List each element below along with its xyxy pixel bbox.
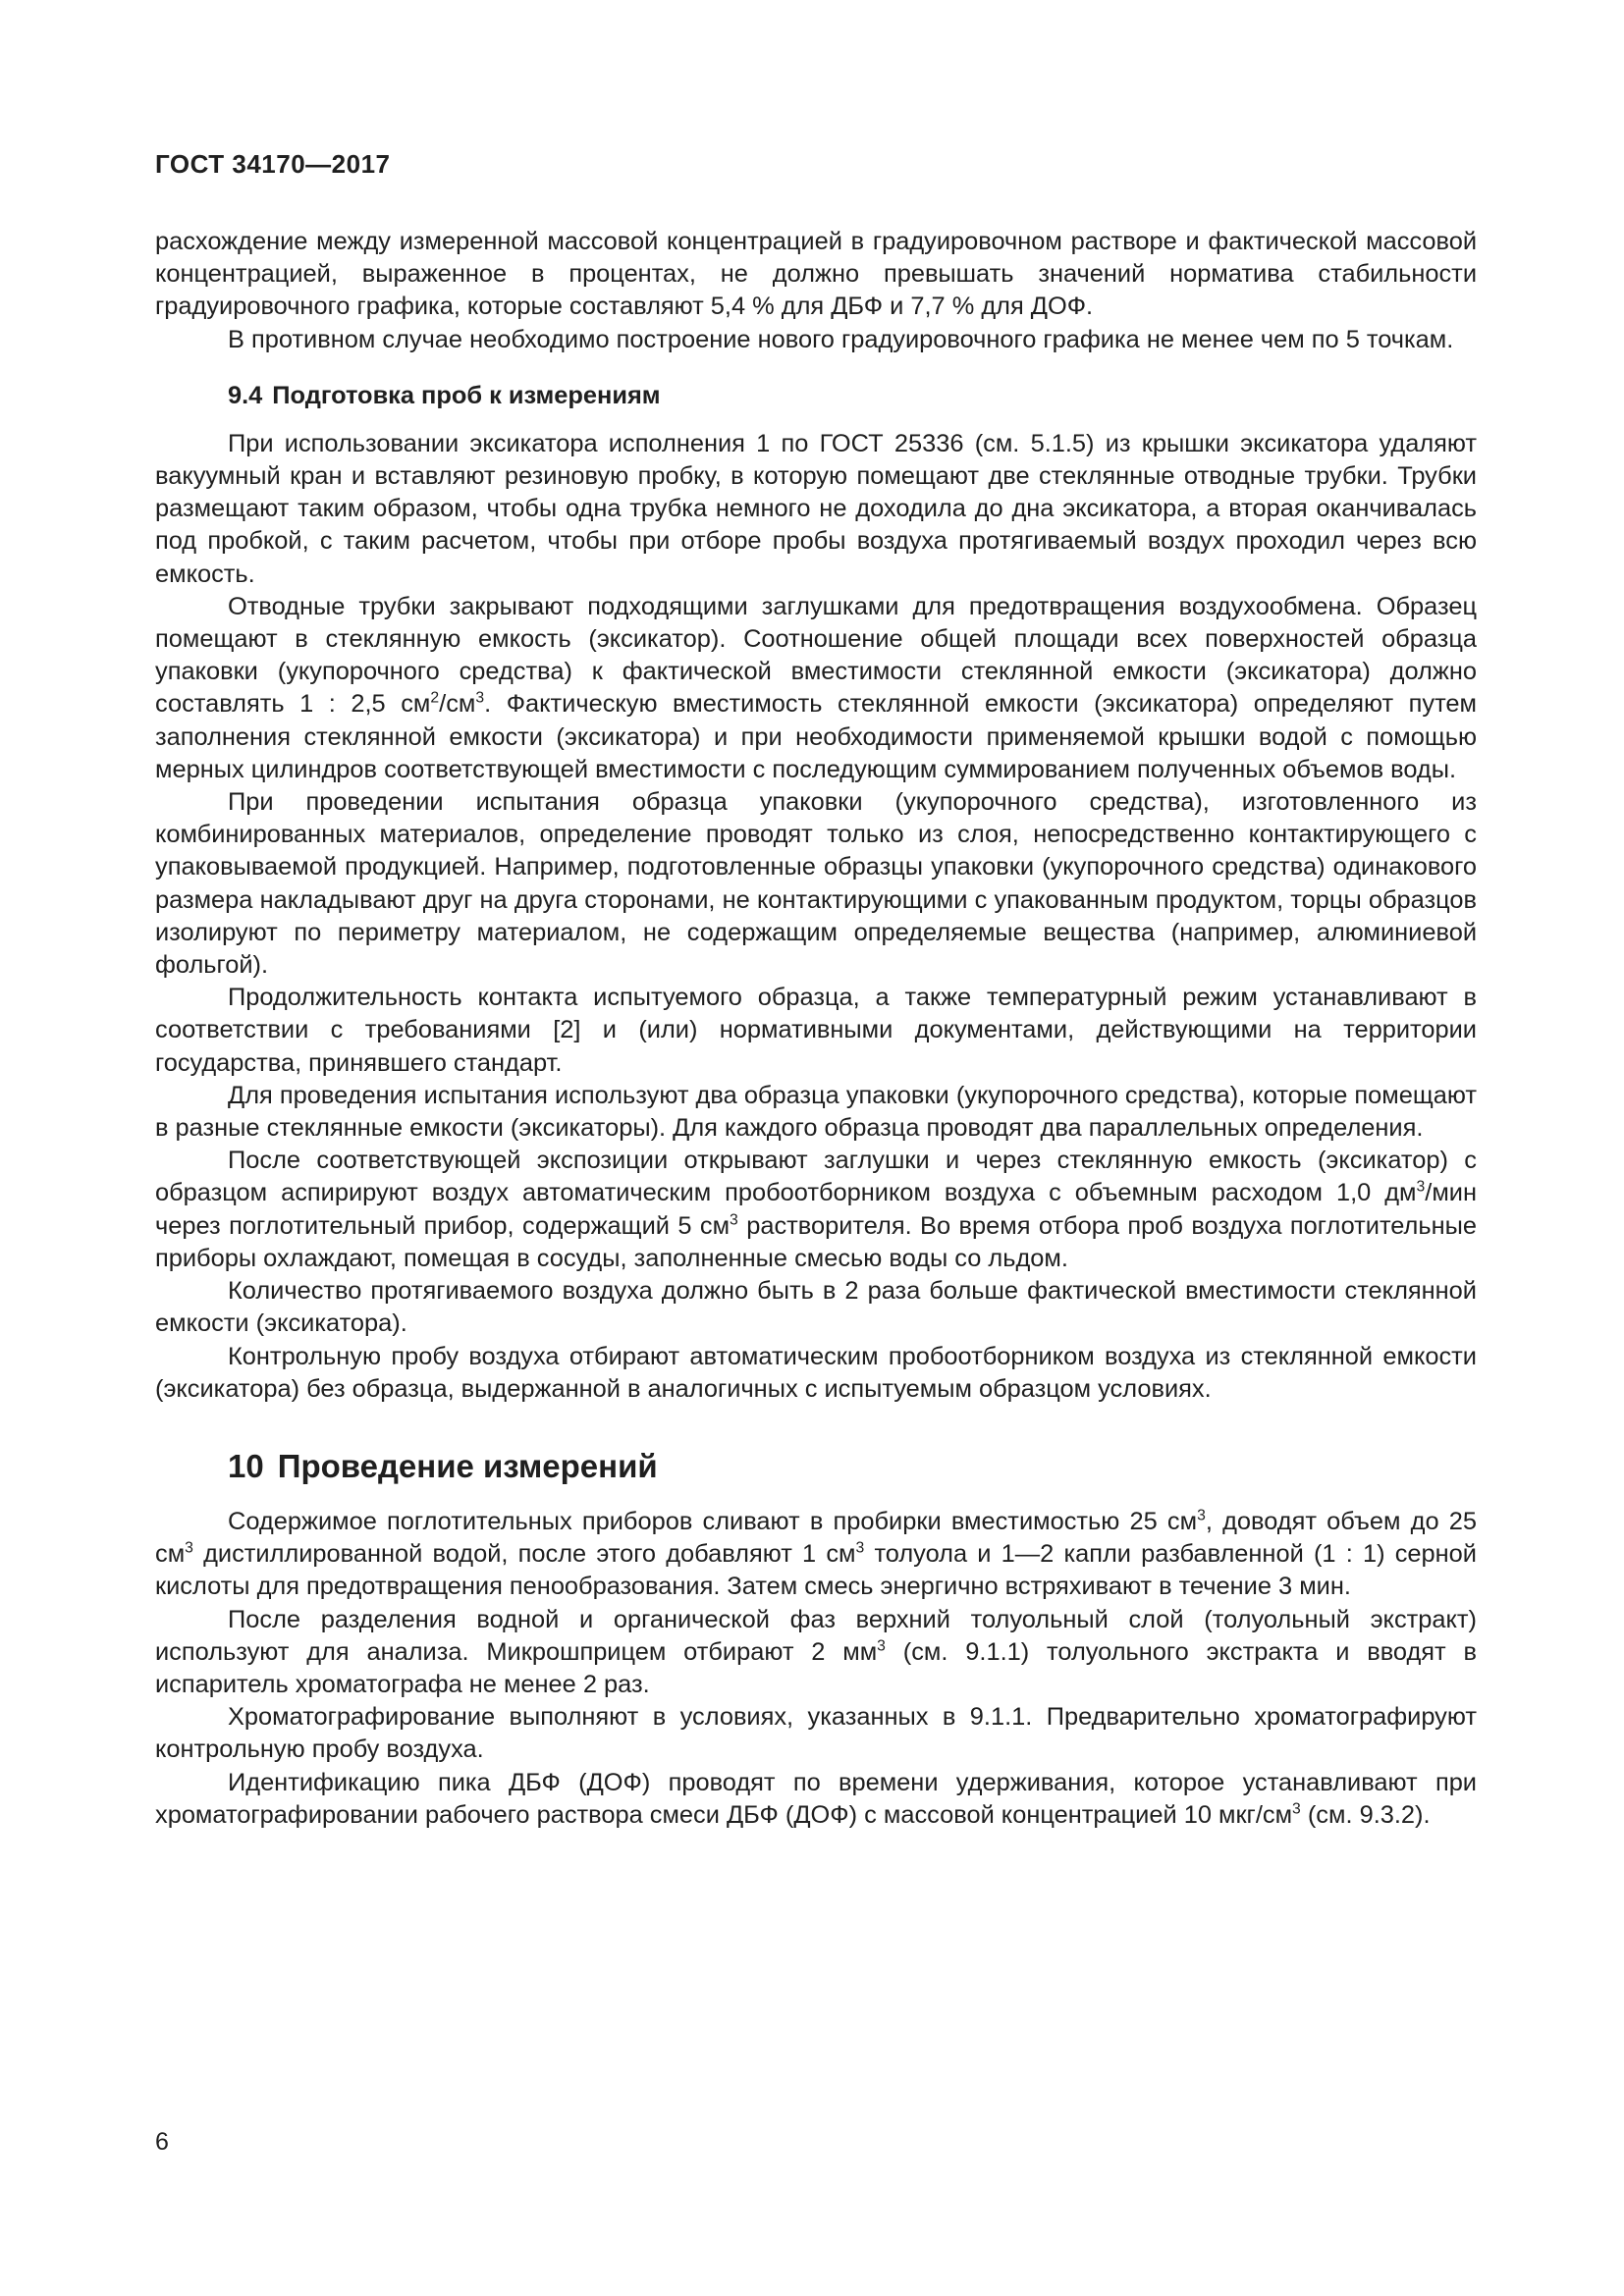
paragraph: Содержимое поглотительных приборов сливают в пробирки вместимостью 25 $см^3$, доводят объем до 25 $см^3$ дистиллированной водой, после этого добавляют 1 $см^3$ толуола и 1—2 капли разбавленной (1 : 1) серной кислоты для предотвращения пенообразования. Затем смесь энергично встряхивают в течение 3 мин. — [155, 1507, 1477, 1601]
paragraph: Хроматографирование выполняют в условиях, указанных в 9.1.1. Предварительно хроматографируют контрольную пробу воздуха. — [155, 1703, 1477, 1764]
paragraph: При использовании эксикатора исполнения 1 по ГОСТ 25336 (см. 5.1.5) из крышки эксикатора удаляют вакуумный кран и вставляют резиновую пробку, в которую помещают две стеклянные отводные трубки. Трубки размещают таким образом, чтобы одна трубка немного не доходила до дна эксикатора, а вторая оканчивалась под пробкой, с таким расчетом, чтобы при отборе пробы воздуха протягиваемый воздух проходил через всю емкость. — [155, 429, 1477, 588]
paragraph-continued: расхождение между измеренной массовой концентрацией в градуировочном растворе и фактической массовой концентрацией, выраженное в процентах, не должно превышать значений норматива стабильности градуировочного графика, которые составляют 5,4 % для ДБФ и 7,7 % для ДОФ. — [155, 228, 1477, 321]
paragraph: Отводные трубки закрывают подходящими заглушками для предотвращения воздухообмена. Образец помещают в стеклянную емкость (эксикатор). Соотношение общей площади всех поверхностей образца упаковки (укупорочного средства) к фактической вместимости стеклянной емкости (эксикатора) должно составлять 1 : 2,5 $см^2/см^3$. Фактическую вместимость стеклянной емкости (эксикатора) определяют путем заполнения стеклянной емкости (эксикатора) и при необходимости применяемой крышки водой с помощью мерных цилиндров соответствующей вместимости с последующим суммированием полученных объемов воды. — [155, 592, 1477, 783]
paragraph: После разделения водной и органической фаз верхний толуольный слой (толуольный экстракт) используют для анализа. Микрошприцем отбирают 2 $мм^3$ (см. 9.1.1) толуольного экстракта и вводят в испаритель хроматографа не менее 2 раз. — [155, 1605, 1478, 1698]
paragraph: Продолжительность контакта испытуемого образца, а также температурный режим устанавливают в соответствии с требованиями [2] и (или) нормативными документами, действующими на территории государства, принявшего стандарт. — [155, 984, 1477, 1077]
section-heading-10 — [228, 1447, 1477, 1486]
document-header: ГОСТ 34170—2017 — [155, 149, 391, 179]
page-number: 6 — [155, 2128, 169, 2156]
subsection-heading-9-4 — [228, 380, 1477, 412]
paragraph: Количество протягиваемого воздуха должно быть в 2 раза больше фактической вместимости стеклянной емкости (эксикатора). — [155, 1277, 1477, 1338]
subsection-number: 9.4 — [228, 381, 263, 409]
paragraph: Идентификацию пика ДБФ (ДОФ) проводят по времени удерживания, которое устанавливают при хроматографировании рабочего раствора смеси ДБФ (ДОФ) с массовой концентрацией 10 мкг/$см^3$ (см. 9.3.2). — [155, 1768, 1477, 1829]
paragraph: Контрольную пробу воздуха отбирают автоматическим пробоотборником воздуха из стеклянной емкости (эксикатора) без образца, выдержанной в аналогичных с испытуемым образцом условиях. — [155, 1342, 1477, 1403]
section-number: 10 — [228, 1447, 264, 1484]
paragraph: После соответствующей экспозиции открывают заглушки и через стеклянную емкость (эксикатор) с образцом аспирируют воздух автоматическим пробоотборником воздуха с объемным расходом 1,0 $дм^3$/мин через поглотительный прибор, содержащий 5 $см^3$ растворителя. Во время отбора проб воздуха поглотительные приборы охлаждают, помещая в сосуды, заполненные смесью воды со льдом. — [155, 1147, 1477, 1272]
paragraph: Для проведения испытания используют два образца упаковки (укупорочного средства), которые помещают в разные стеклянные емкости (эксикаторы). Для каждого образца проводят два параллельных определения. — [155, 1081, 1477, 1143]
paragraph: При проведении испытания образца упаковки (укупорочного средства), изготовленного из комбинированных материалов, определение проводят только из слоя, непосредственно контактирующего с упаковываемой продукцией. Например, подготовленные образцы упаковки (укупорочного средства) одинакового размера накладывают друг на друга сторонами, не контактирующими с упакованным продуктом, торцы образцов изолируют по периметру материалом, не содержащим определяемые вещества (например, алюминиевой фольгой). — [155, 788, 1477, 980]
document-body — [155, 226, 1477, 1832]
paragraph: В противном случае необходимо построение нового градуировочного графика не менее чем по 5 точкам. — [228, 325, 1454, 353]
section-title: Проведение измерений — [277, 1447, 658, 1484]
subsection-title: Подготовка проб к измерениям — [272, 381, 661, 409]
